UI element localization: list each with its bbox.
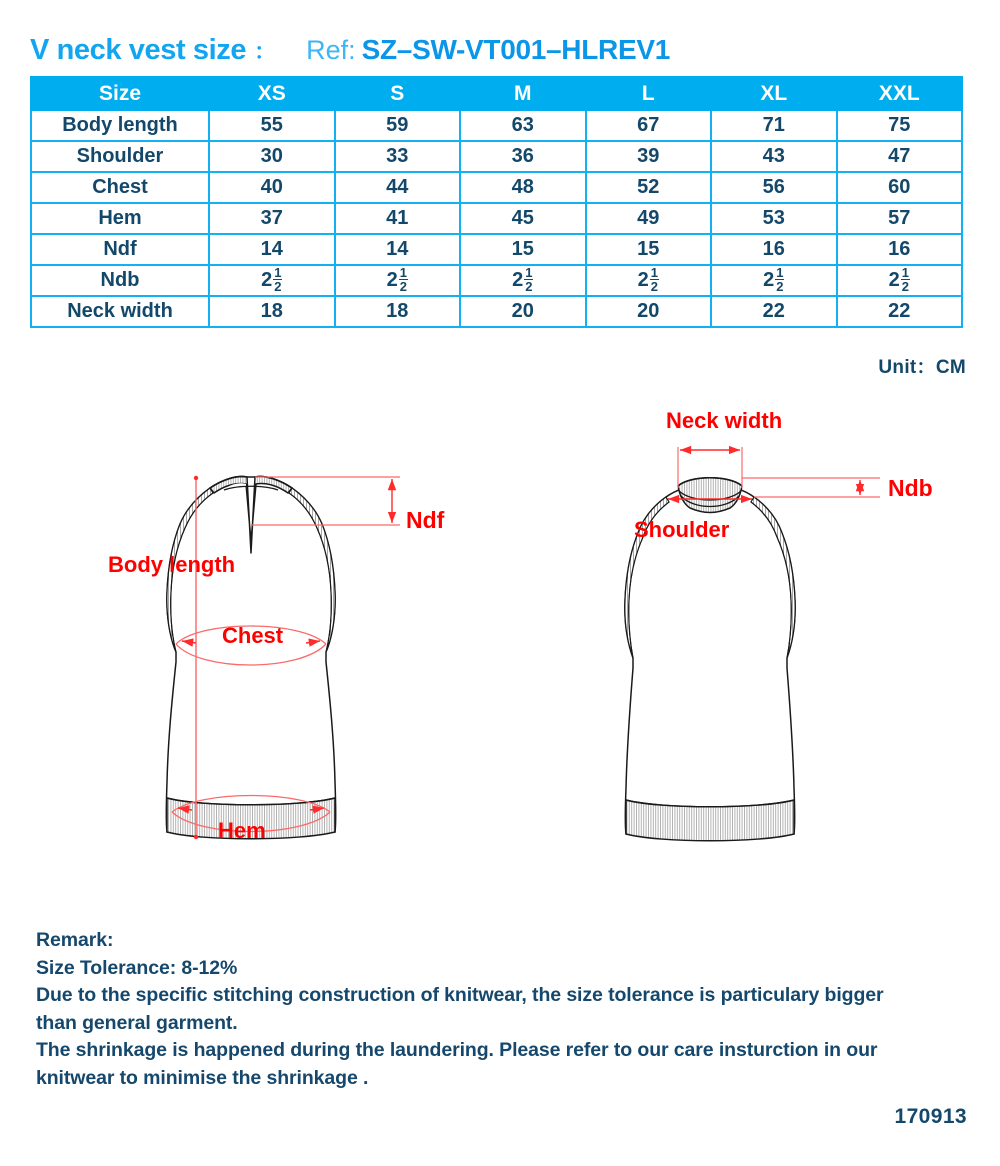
remark-line-shrinkage-2: knitwear to minimise the shrinkage . [36,1066,369,1089]
column-header-l: L [586,77,712,110]
cell-neck-width-s: 18 [335,296,461,327]
cell-shoulder-xxl: 47 [837,141,963,172]
row-label-ndf: Ndf [31,234,209,265]
cell-ndf-xl: 16 [711,234,837,265]
cell-ndf-xs: 14 [209,234,335,265]
table-row [31,265,962,296]
table-header-row [31,77,962,110]
cell-shoulder-s: 33 [335,141,461,172]
cell-hem-l: 49 [586,203,712,234]
cell-hem-m: 45 [460,203,586,234]
cell-chest-l: 52 [586,172,712,203]
cell-chest-xs: 40 [209,172,335,203]
cell-shoulder-l: 39 [586,141,712,172]
cell-body-length-xl: 71 [711,110,837,141]
callout-chest: Chest [222,623,284,648]
cell-chest-xxl: 60 [837,172,963,203]
title-colon: ： [254,39,277,64]
cell-body-length-xxl: 75 [837,110,963,141]
column-header-size: Size [31,77,209,110]
size-chart-table [30,76,963,328]
cell-body-length-s: 59 [335,110,461,141]
technical-drawings [0,400,1000,920]
unit-note: Unit：CM [878,357,966,378]
cell-ndb-xxl: 2 $\frac{1}{2}$ [837,265,963,296]
table-row [31,110,962,141]
page-title [30,34,970,68]
cell-shoulder-xs: 30 [209,141,335,172]
callout-ndb: Ndb [888,475,933,501]
remark-heading: Remark: [36,929,114,951]
cell-hem-s: 41 [335,203,461,234]
remark-line-tolerance: Size Tolerance: 8-12% [36,956,238,979]
remark-line-shrinkage-1: The shrinkage is happened during the laundering. Please refer to our care insturction in our [36,1039,878,1061]
cell-chest-xl: 56 [711,172,837,203]
callout-neck-width: Neck width [666,408,783,433]
callout-ndf: Ndf [406,507,445,533]
cell-body-length-l: 67 [586,110,712,141]
column-header-s: S [335,77,461,110]
callout-body-length: Body length [108,552,236,577]
cell-neck-width-l: 20 [586,296,712,327]
remark-line-knitwear-2: than general garment. [36,1011,238,1034]
row-label-body-length: Body length [31,110,209,141]
cell-shoulder-m: 36 [460,141,586,172]
table-row [31,203,962,234]
title-main-text: V neck vest size [30,34,247,66]
table-row [31,296,962,327]
back-vest-illustration [625,408,933,841]
callout-shoulder: Shoulder [634,517,730,542]
cell-chest-s: 44 [335,172,461,203]
cell-ndf-l: 15 [586,234,712,265]
body-length-bottom-tick [194,835,198,839]
cell-shoulder-xl: 43 [711,141,837,172]
table-row [31,172,962,203]
callout-hem: Hem [218,818,266,843]
row-label-hem: Hem [31,203,209,234]
column-header-m: M [460,77,586,110]
cell-ndf-s: 14 [335,234,461,265]
front-vest-illustration [108,476,445,843]
cell-body-length-xs: 55 [209,110,335,141]
cell-ndb-xs: 2 $\frac{1}{2}$ [209,265,335,296]
row-label-shoulder: Shoulder [31,141,209,172]
table-row [31,234,962,265]
cell-ndb-m: 2 $\frac{1}{2}$ [460,265,586,296]
row-label-neck-width: Neck width [31,296,209,327]
table-row [31,141,962,172]
date-code: 170913 [894,1105,967,1128]
cell-body-length-m: 63 [460,110,586,141]
cell-neck-width-xl: 22 [711,296,837,327]
row-label-ndb: Ndb [31,265,209,296]
title-ref-code: SZ–SW-VT001–HLREV1 [361,34,670,65]
remark-line-knitwear-1: Due to the specific stitching construction of knitwear, the size tolerance is particulary bigger [36,984,884,1006]
remark-block [36,927,926,1092]
column-header-xxl: XXL [837,77,963,110]
cell-hem-xl: 53 [711,203,837,234]
cell-ndb-s: 2 $\frac{1}{2}$ [335,265,461,296]
cell-neck-width-m: 20 [460,296,586,327]
column-header-xs: XS [209,77,335,110]
cell-neck-width-xs: 18 [209,296,335,327]
body-length-top-tick [194,476,198,480]
row-label-chest: Chest [31,172,209,203]
cell-chest-m: 48 [460,172,586,203]
cell-hem-xxl: 57 [837,203,963,234]
cell-neck-width-xxl: 22 [837,296,963,327]
cell-hem-xs: 37 [209,203,335,234]
title-ref-label: Ref: [306,35,356,65]
cell-ndf-m: 15 [460,234,586,265]
column-header-xl: XL [711,77,837,110]
cell-ndb-l: 2 $\frac{1}{2}$ [586,265,712,296]
cell-ndb-xl: 2 $\frac{1}{2}$ [711,265,837,296]
cell-ndf-xxl: 16 [837,234,963,265]
